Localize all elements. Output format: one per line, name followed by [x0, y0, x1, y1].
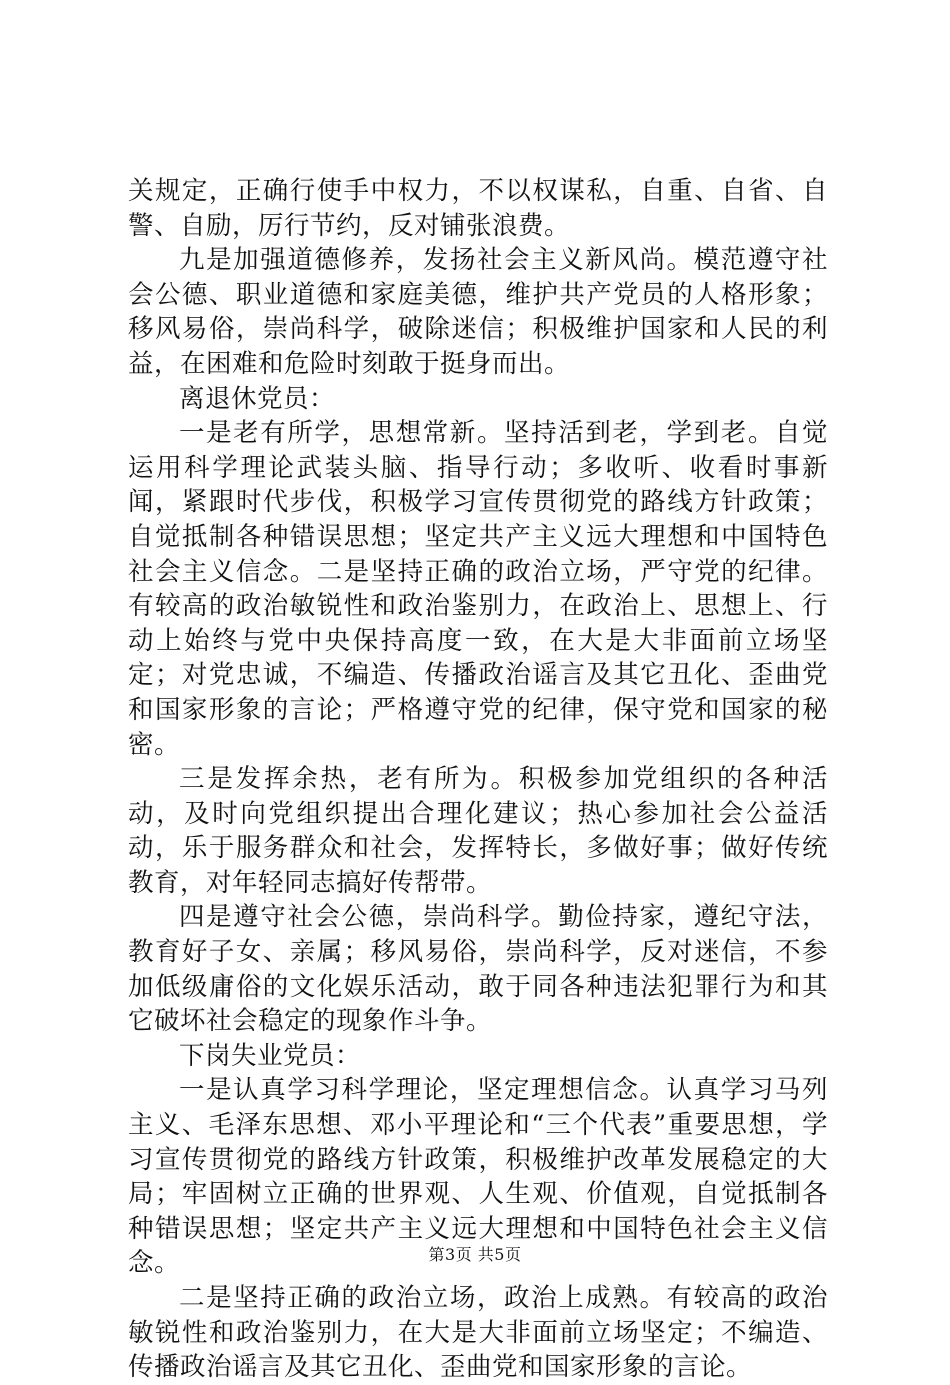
paragraph-5: 四是遵守社会公德，崇尚科学。勤俭持家，遵纪守法，教育好子女、亲属；移风易俗，崇尚科学，反对迷信，不参加低级庸俗的文化娱乐活动，敢于同各种违法犯罪行为和其它破坏社会稳定的现象作斗争。	[128, 902, 828, 1037]
paragraph-3: 一是老有所学，思想常新。坚持活到老，学到老。自觉运用科学理论武装头脑、指导行动；多收听、收看时事新闻，紧跟时代步伐，积极学习宣传贯彻党的路线方针政策；自觉抵制各种错误思想；坚定共产主义远大理想和中国特色社会主义信念。二是坚持正确的政治立场，严守党的纪律。有较高的政治敏锐性和政治鉴别力，在政治上、思想上、行动上始终与党中央保持高度一致，在大是大非面前立场坚定；对党忠诚，不编造、传播政治谣言及其它丑化、歪曲党和国家形象的言论；严格遵守党的纪律，保守党和国家的秘密。	[128, 418, 828, 760]
paragraph-7: 二是坚持正确的政治立场，政治上成熟。有较高的政治敏锐性和政治鉴别力，在大是大非面前立场坚定；不编造、传播政治谣言及其它丑化、歪曲党和国家形象的言论。	[128, 1283, 828, 1383]
page-number-footer: 第3页 共5页	[428, 1245, 522, 1264]
section-heading-retired-members: 离退休党员：	[179, 383, 336, 414]
paragraph-6: 一是认真学习科学理论，坚定理想信念。认真学习马列主义、毛泽东思想、邓小平理论和“三个代表”重要思想，学习宣传贯彻党的路线方针政策，积极维护改革发展稳定的大局；牢固树立正确的世界观、人生观、价值观，自觉抵制各种错误思想；坚定共产主义远大理想和中国特色社会主义信念。	[128, 1075, 828, 1279]
section-heading-unemployed-members: 下岗失业党员：	[179, 1040, 362, 1071]
paragraph-1: 关规定，正确行使手中权力，不以权谋私，自重、自省、自警、自励，厉行节约，反对铺张浪费。	[128, 176, 828, 241]
document-body	[128, 174, 828, 1385]
paragraph-2: 九是加强道德修养，发扬社会主义新风尚。模范遵守社会公德、职业道德和家庭美德，维护共产党员的人格形象；移风易俗，崇尚科学，破除迷信；积极维护国家和人民的利益，在困难和危险时刻敢于挺身而出。	[128, 245, 828, 379]
paragraph-4: 三是发挥余热，老有所为。积极参加党组织的各种活动，及时向党组织提出合理化建议；热心参加社会公益活动，乐于服务群众和社会，发挥特长，多做好事；做好传统教育，对年轻同志搞好传帮带。	[128, 764, 828, 898]
